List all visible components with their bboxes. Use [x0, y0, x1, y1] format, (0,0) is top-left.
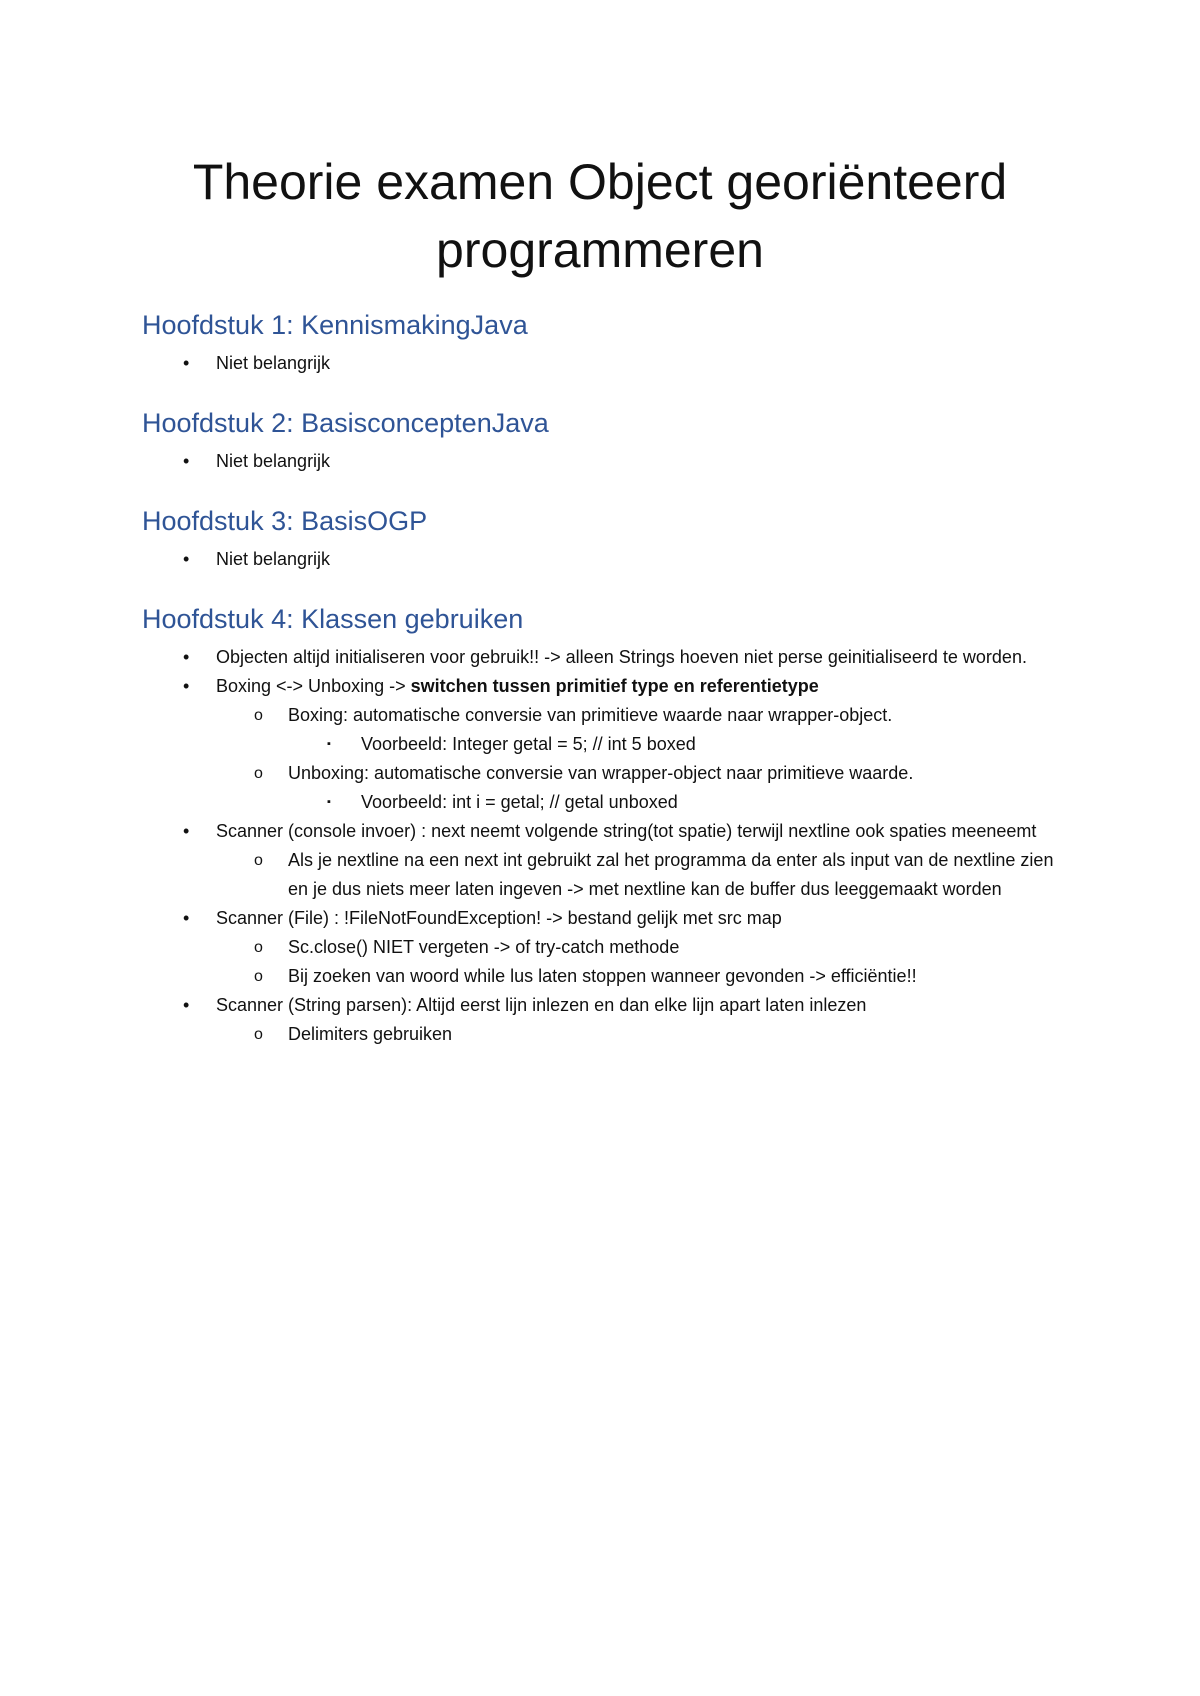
list-item-text: Sc.close() NIET vergeten -> of try-catch methode: [288, 937, 680, 957]
list-item: [0, 643, 1200, 672]
bullet-disc: •: [183, 676, 190, 696]
title-line-1: Theorie examen Object georiënteerd: [192, 154, 1008, 210]
bullet-disc: •: [183, 647, 190, 667]
section-heading-4: Hoofdstuk 4: Klassen gebruiken: [142, 604, 524, 634]
bullet-disc: •: [183, 995, 190, 1015]
section-heading-1: Hoofdstuk 1: KennismakingJava: [142, 310, 528, 340]
list-item: [0, 730, 1200, 759]
section-list-1: [0, 349, 1200, 378]
list-item: [0, 701, 1200, 730]
list-item: [0, 1020, 1200, 1049]
list-item: [0, 904, 1200, 933]
list-item: [0, 349, 1200, 378]
list-item-text: Delimiters gebruiken: [288, 1024, 453, 1044]
list-item-text: Niet belangrijk: [216, 353, 331, 373]
list-item-text: Objecten altijd initialiseren voor gebruik!! -> alleen Strings hoeven niet perse geinitialiseerd te worden.: [216, 647, 1027, 667]
list-item: [0, 545, 1200, 574]
list-item: [0, 447, 1200, 476]
list-item: [0, 817, 1200, 846]
list-item-text: Voorbeeld: int i = getal; // getal unboxed: [361, 792, 678, 812]
bullet-circle: o: [254, 707, 263, 724]
list-item-text: Niet belangrijk: [216, 451, 331, 471]
list-item-text-bold: switchen tussen primitief type en referentietype: [410, 676, 819, 696]
bullet-circle: o: [254, 852, 263, 869]
section-list-4: [0, 643, 1200, 1049]
bullet-disc: •: [183, 821, 190, 841]
list-item-text-plain: Boxing <-> Unboxing ->: [216, 676, 411, 696]
bullet-circle: o: [254, 939, 263, 956]
list-item: [0, 991, 1200, 1020]
list-item: [0, 788, 1200, 817]
section-list-3: [0, 545, 1200, 574]
list-item: [0, 933, 1200, 962]
list-item: [0, 962, 1200, 991]
list-item-text: Niet belangrijk: [216, 549, 331, 569]
bullet-square: ▪: [327, 738, 331, 750]
title-line-2: programmeren: [436, 222, 764, 278]
list-item-text: Boxing: automatische conversie van primitieve waarde naar wrapper-object.: [288, 705, 893, 725]
list-item-text: Scanner (File) : !FileNotFoundException! -> bestand gelijk met src map: [216, 908, 782, 928]
list-item-text: Voorbeeld: Integer getal = 5; // int 5 boxed: [361, 734, 696, 754]
section-heading-2: Hoofdstuk 2: BasisconceptenJava: [142, 408, 549, 438]
bullet-circle: o: [254, 765, 263, 782]
list-item-text: Unboxing: automatische conversie van wrapper-object naar primitieve waarde.: [288, 763, 914, 783]
list-item: [0, 759, 1200, 788]
section-heading-3: Hoofdstuk 3: BasisOGP: [142, 506, 428, 536]
list-item-text: Als je nextline na een next int gebruikt zal het programma da enter als input van de nextline zien en je dus niets meer laten ingeven -> met nextline kan de buffer dus leeggemaakt worden: [288, 850, 1054, 899]
section-list-2: [0, 447, 1200, 476]
list-item-text: Scanner (String parsen): Altijd eerst lijn inlezen en dan elke lijn apart laten inlezen: [216, 995, 867, 1015]
bullet-circle: o: [254, 968, 263, 985]
list-item: [0, 846, 1200, 904]
list-item-text: Scanner (console invoer) : next neemt volgende string(tot spatie) terwijl nextline ook spaties meeneemt: [216, 821, 1037, 841]
list-item-text: [216, 672, 1056, 701]
bullet-square: ▪: [327, 796, 331, 808]
list-item: [0, 672, 1200, 701]
bullet-circle: o: [254, 1026, 263, 1043]
bullet-disc: •: [183, 549, 190, 569]
bullet-disc: •: [183, 353, 190, 373]
document-title: [100, 148, 1100, 284]
bullet-disc: •: [183, 451, 190, 471]
list-item-text: Bij zoeken van woord while lus laten stoppen wanneer gevonden -> efficiëntie!!: [288, 966, 917, 986]
bullet-disc: •: [183, 908, 190, 928]
